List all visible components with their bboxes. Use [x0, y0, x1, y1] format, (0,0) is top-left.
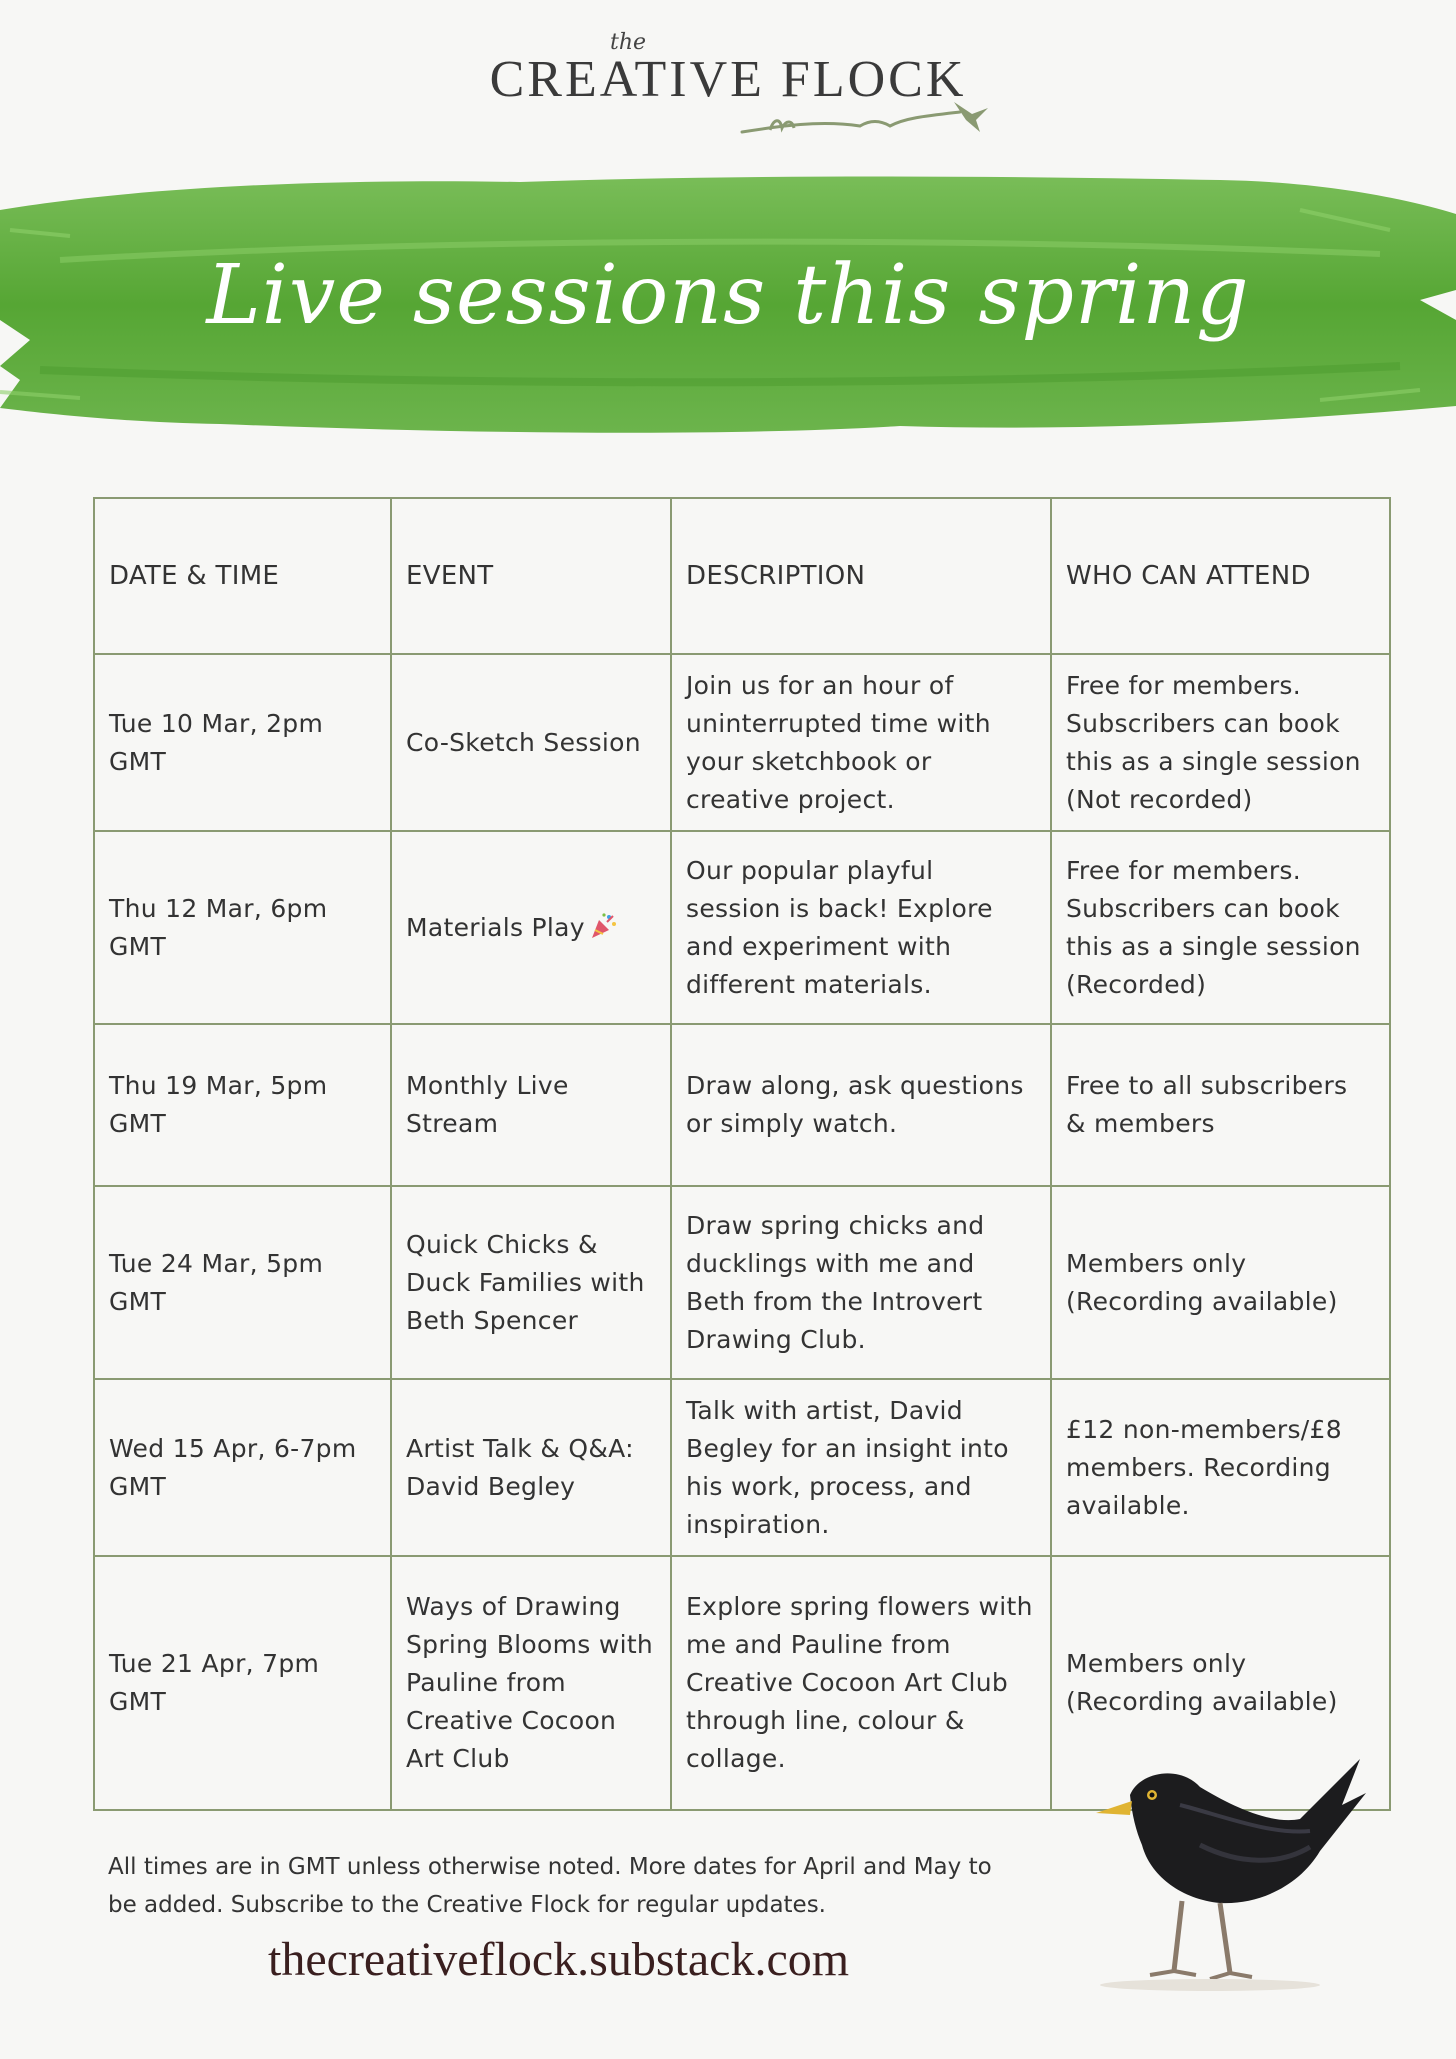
cell-event: [391, 831, 671, 1024]
cell-attend: Members only (Recording available): [1051, 1186, 1390, 1379]
cell-description: Draw spring chicks and ducklings with me and Beth from the Introvert Drawing Club.: [671, 1186, 1051, 1379]
website-link[interactable]: thecreativeflock.substack.com: [268, 1933, 850, 1986]
cell-attend: Members only (Recording available): [1051, 1556, 1390, 1810]
cell-date: Thu 12 Mar, 6pm GMT: [94, 831, 391, 1024]
cell-date: Tue 21 Apr, 7pm GMT: [94, 1556, 391, 1810]
cell-description: Join us for an hour of uninterrupted time with your sketchbook or creative project.: [671, 654, 1051, 831]
logo: [0, 30, 1456, 106]
logo-name: CREATIVE FLOCK: [489, 51, 967, 108]
cell-event: Quick Chicks & Duck Families with Beth Spencer: [391, 1186, 671, 1379]
header-who-can-attend: WHO CAN ATTEND: [1051, 498, 1390, 654]
cell-description: Draw along, ask questions or simply watch.: [671, 1024, 1051, 1186]
table-row: [94, 1186, 1390, 1379]
cell-attend: Free for members. Subscribers can book this as a single session (Recorded): [1051, 831, 1390, 1024]
sessions-table: [93, 497, 1391, 1811]
table-row: [94, 1379, 1390, 1556]
cell-description: Talk with artist, David Begley for an insight into his work, process, and inspiration.: [671, 1379, 1051, 1556]
header-date-time: DATE & TIME: [94, 498, 391, 654]
cell-description: Explore spring flowers with me and Pauline from Creative Cocoon Art Club through line, colour & collage.: [671, 1556, 1051, 1810]
party-popper-icon: [589, 912, 617, 940]
blackbird-icon: [1070, 1735, 1370, 2005]
cell-event: Co-Sketch Session: [391, 654, 671, 831]
cell-date: Thu 19 Mar, 5pm GMT: [94, 1024, 391, 1186]
footnote: All times are in GMT unless otherwise noted. More dates for April and May to be added. Subscribe to the Creative Flock for regular updates.: [108, 1854, 992, 1918]
cell-attend: Free for members. Subscribers can book this as a single session (Not recorded): [1051, 654, 1390, 831]
table-row: [94, 831, 1390, 1024]
cell-date: Tue 10 Mar, 2pm GMT: [94, 654, 391, 831]
cell-attend: £12 non-members/£8 members. Recording available.: [1051, 1379, 1390, 1556]
cell-event: Monthly Live Stream: [391, 1024, 671, 1186]
cell-event-text: Materials Play: [406, 912, 585, 942]
cell-date: Tue 24 Mar, 5pm GMT: [94, 1186, 391, 1379]
logo-the: the: [609, 30, 647, 55]
cell-event: Artist Talk & Q&A: David Begley: [391, 1379, 671, 1556]
table-header-row: [94, 498, 1390, 654]
header-event: EVENT: [391, 498, 671, 654]
table-row: [94, 1024, 1390, 1186]
cell-date: Wed 15 Apr, 6-7pm GMT: [94, 1379, 391, 1556]
cell-event: Ways of Drawing Spring Blooms with Pauline from Creative Cocoon Art Club: [391, 1556, 671, 1810]
cell-attend: Free to all subscribers & members: [1051, 1024, 1390, 1186]
swallow-swoosh-icon: [740, 96, 990, 146]
cell-description: Our popular playful session is back! Explore and experiment with different materials.: [671, 831, 1051, 1024]
banner-title: Live sessions this spring: [206, 248, 1250, 343]
table-row: [94, 654, 1390, 831]
header-description: DESCRIPTION: [671, 498, 1051, 654]
